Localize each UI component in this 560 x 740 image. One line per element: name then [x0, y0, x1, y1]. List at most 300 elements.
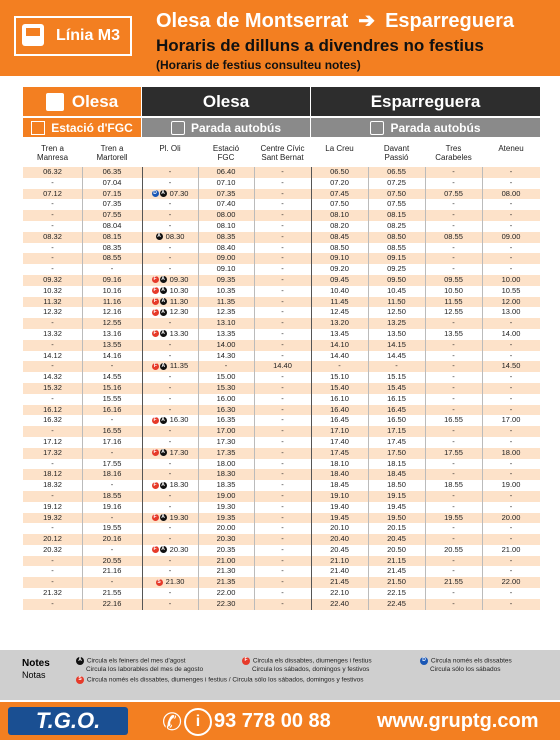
- cell-time: 16.16: [102, 404, 122, 414]
- cell-time: -: [51, 264, 54, 274]
- note-a-text: Circula els feiners del mes d'agost: [86, 657, 186, 665]
- cell-time: -: [281, 296, 284, 306]
- cell-time: 09.35: [216, 274, 236, 284]
- cell-time: -: [110, 480, 114, 490]
- table-cell: [368, 307, 425, 318]
- cell-time: -: [168, 220, 172, 230]
- badge-a-icon: A: [76, 657, 84, 665]
- cell-time: -: [168, 588, 172, 598]
- cell-time: -: [168, 372, 172, 382]
- table-row: [23, 167, 540, 178]
- table-cell: [142, 588, 198, 599]
- cell-time: -: [452, 350, 455, 360]
- table-cell: [311, 199, 368, 210]
- cell-time: -: [281, 469, 284, 479]
- cell-time: -: [281, 426, 284, 436]
- table-cell: [23, 243, 82, 254]
- table-row: [23, 523, 540, 534]
- table-cell: [368, 318, 425, 329]
- cell-time: 16.55: [444, 415, 463, 425]
- cell-time: -: [51, 458, 54, 468]
- table-cell: [254, 599, 311, 610]
- table-cell: [23, 286, 82, 297]
- cell-time: 10.30: [167, 285, 189, 295]
- table-cell: [254, 448, 311, 459]
- table-cell: [254, 232, 311, 243]
- table-row: [23, 459, 540, 470]
- table-cell: [254, 361, 311, 372]
- table-cell: [311, 232, 368, 243]
- cell-time: 07.45: [330, 188, 349, 198]
- table-cell: [254, 253, 311, 264]
- table-cell: [254, 513, 311, 524]
- cell-time: 12.30: [167, 307, 189, 317]
- cell-time: -: [509, 242, 513, 252]
- cell-time: -: [110, 415, 114, 425]
- cell-time: -: [281, 264, 284, 274]
- table-cell: [142, 394, 198, 405]
- table-cell: [198, 210, 254, 221]
- cell-time: 22.10: [330, 588, 349, 598]
- table-cell: [368, 480, 425, 491]
- cell-time: 13.55: [444, 328, 463, 338]
- table-cell: [482, 297, 540, 308]
- table-cell: [368, 426, 425, 437]
- table-row: [23, 394, 540, 405]
- table-cell: [23, 167, 82, 178]
- cell-time: 11.35: [216, 296, 236, 306]
- cell-time: 21.30: [163, 577, 185, 587]
- cell-time: -: [224, 361, 228, 371]
- table-cell: [482, 232, 540, 243]
- table-cell: [425, 264, 482, 275]
- badge-a-icon: A: [157, 233, 161, 240]
- table-cell: [142, 221, 198, 232]
- table-cell: [482, 599, 540, 610]
- badge-f-icon: F: [153, 276, 157, 283]
- cell-time: 21.00: [216, 555, 236, 565]
- cell-time: 19.55: [102, 523, 122, 533]
- cell-time: 08.25: [387, 220, 406, 230]
- cell-time: -: [51, 199, 54, 209]
- table-cell: [368, 534, 425, 545]
- table-cell: [198, 383, 254, 394]
- table-cell: [425, 167, 482, 178]
- table-cell: [82, 415, 142, 426]
- table-cell: [368, 361, 425, 372]
- note-a-text-es: Circula los laborables del mes de agosto: [86, 665, 204, 673]
- table-cell: [254, 189, 311, 200]
- table-row: [23, 243, 540, 254]
- cell-time: -: [452, 264, 455, 274]
- cell-time: -: [509, 523, 513, 533]
- cell-time: -: [51, 555, 54, 565]
- cell-time: 08.15: [387, 210, 406, 220]
- table-cell: [142, 199, 198, 210]
- table-cell: [198, 545, 254, 556]
- table-cell: [311, 340, 368, 351]
- column-separator: [142, 167, 143, 610]
- badge-s-icon: S: [157, 578, 161, 585]
- table-cell: [368, 577, 425, 588]
- table-cell: [482, 545, 540, 556]
- route-destination: Esparreguera: [385, 10, 515, 32]
- table-cell: [82, 275, 142, 286]
- table-cell: [425, 318, 482, 329]
- cell-time: -: [509, 588, 513, 598]
- cell-time: 20.45: [387, 534, 406, 544]
- table-cell: [311, 491, 368, 502]
- bus-icon: [22, 24, 44, 46]
- cell-time: 10.32: [43, 285, 62, 295]
- table-cell: [482, 253, 540, 264]
- cell-time: -: [51, 253, 54, 263]
- table-cell: [254, 502, 311, 513]
- badge-a-icon: A: [161, 449, 165, 456]
- table-cell: [142, 534, 198, 545]
- cell-time: 21.32: [43, 588, 62, 598]
- cell-time: 17.30: [167, 447, 189, 457]
- cell-time: -: [110, 512, 114, 522]
- fgc-station-text: Estació d'FGC: [51, 120, 133, 135]
- cell-time: 09.10: [216, 264, 236, 274]
- table-cell: [198, 275, 254, 286]
- table-cell: [254, 491, 311, 502]
- cell-time: 20.16: [102, 534, 122, 544]
- cell-time: 21.45: [387, 566, 406, 576]
- cell-time: 18.55: [102, 490, 122, 500]
- cell-time: -: [168, 264, 172, 274]
- table-cell: [311, 189, 368, 200]
- table-cell: [311, 383, 368, 394]
- table-cell: [82, 426, 142, 437]
- table-cell: [254, 469, 311, 480]
- cell-time: 14.40: [330, 350, 349, 360]
- table-cell: [142, 599, 198, 610]
- cell-time: 19.32: [43, 512, 62, 522]
- table-cell: [23, 221, 82, 232]
- cell-time: 19.30: [167, 512, 189, 522]
- cell-time: 09.50: [387, 274, 406, 284]
- cell-time: 09.15: [387, 253, 406, 263]
- table-cell: [311, 307, 368, 318]
- cell-time: -: [281, 199, 284, 209]
- table-cell: [23, 372, 82, 383]
- table-cell: [425, 513, 482, 524]
- cell-time: -: [452, 426, 455, 436]
- cell-time: -: [509, 404, 513, 414]
- cell-time: 07.35: [102, 199, 122, 209]
- cell-time: 20.00: [216, 523, 236, 533]
- table-row: [23, 469, 540, 480]
- table-cell: [82, 318, 142, 329]
- cell-time: 22.30: [216, 598, 236, 608]
- badge-a-icon: A: [161, 416, 165, 423]
- table-cell: [425, 178, 482, 189]
- table-cell: [198, 415, 254, 426]
- table-cell: [142, 372, 198, 383]
- cell-time: -: [338, 361, 341, 371]
- cell-time: 18.55: [444, 480, 463, 490]
- table-cell: [23, 394, 82, 405]
- cell-time: -: [281, 167, 284, 176]
- table-row: [23, 566, 540, 577]
- cell-time: -: [281, 447, 284, 457]
- cell-time: 20.12: [43, 534, 62, 544]
- cell-time: 21.55: [444, 577, 463, 587]
- cell-time: 17.55: [444, 447, 463, 457]
- table-cell: [482, 329, 540, 340]
- table-cell: [142, 232, 198, 243]
- cell-time: 08.30: [163, 231, 185, 241]
- cell-time: 17.00: [216, 426, 236, 436]
- table-cell: [425, 351, 482, 362]
- column-header: Ateneu: [498, 144, 524, 153]
- cell-time: -: [281, 177, 284, 187]
- cell-time: -: [51, 361, 54, 371]
- table-cell: [482, 556, 540, 567]
- cell-time: -: [281, 598, 284, 608]
- cell-time: 08.35: [102, 242, 122, 252]
- badge-f-icon: F: [242, 657, 250, 665]
- table-cell: [82, 523, 142, 534]
- table-cell: [311, 599, 368, 610]
- table-cell: [142, 243, 198, 254]
- table-cell: [482, 243, 540, 254]
- cell-time: 18.45: [330, 480, 349, 490]
- table-cell: [311, 480, 368, 491]
- table-cell: [368, 469, 425, 480]
- column-separator: [254, 167, 255, 610]
- table-cell: [311, 372, 368, 383]
- table-cell: [142, 545, 198, 556]
- table-cell: [82, 253, 142, 264]
- cell-time: -: [452, 523, 455, 533]
- table-row: [23, 221, 540, 232]
- table-row: [23, 329, 540, 340]
- table-cell: [482, 491, 540, 502]
- fgc-logo-icon: [46, 93, 64, 111]
- cell-time: 09.10: [330, 253, 349, 263]
- table-cell: [142, 361, 198, 372]
- table-cell: [482, 480, 540, 491]
- table-cell: [254, 534, 311, 545]
- table-cell: [82, 307, 142, 318]
- cell-time: 08.00: [216, 210, 236, 220]
- cell-time: -: [51, 426, 54, 436]
- cell-time: -: [452, 555, 455, 565]
- cell-time: 21.00: [501, 544, 521, 554]
- cell-time: 06.32: [43, 167, 62, 176]
- cell-time: -: [281, 555, 284, 565]
- cell-time: -: [452, 534, 455, 544]
- table-cell: [82, 329, 142, 340]
- cell-time: -: [452, 490, 455, 500]
- table-cell: [254, 577, 311, 588]
- table-cell: [368, 599, 425, 610]
- cell-time: 21.10: [330, 555, 349, 565]
- train-icon: [31, 121, 45, 135]
- table-cell: [23, 297, 82, 308]
- cell-time: 18.16: [102, 469, 122, 479]
- bus-stop-icon: [171, 121, 185, 135]
- table-row: [23, 318, 540, 329]
- cell-time: 08.35: [216, 231, 236, 241]
- table-cell: [23, 588, 82, 599]
- table-cell: [425, 394, 482, 405]
- table-cell: [311, 513, 368, 524]
- cell-time: 20.30: [216, 534, 236, 544]
- column-separator: [368, 167, 369, 610]
- cell-time: 13.32: [43, 328, 62, 338]
- cell-time: -: [452, 501, 455, 511]
- table-cell: [82, 469, 142, 480]
- cell-time: -: [509, 469, 513, 479]
- cell-time: 15.32: [43, 382, 62, 392]
- cell-time: 07.15: [102, 188, 122, 198]
- table-cell: [311, 566, 368, 577]
- table-cell: [142, 556, 198, 567]
- table-cell: [142, 210, 198, 221]
- cell-time: 19.00: [501, 480, 521, 490]
- cell-time: 12.45: [330, 307, 349, 317]
- table-cell: [142, 459, 198, 470]
- table-cell: [82, 243, 142, 254]
- table-row: [23, 199, 540, 210]
- table-cell: [368, 340, 425, 351]
- column-header: Tren a Martorell: [96, 144, 128, 162]
- table-cell: [23, 437, 82, 448]
- cell-time: 17.45: [330, 447, 349, 457]
- table-cell: [23, 318, 82, 329]
- table-cell: [142, 297, 198, 308]
- cell-time: -: [452, 220, 455, 230]
- cell-time: -: [509, 372, 513, 382]
- badge-f-icon: F: [153, 308, 157, 315]
- cell-time: 15.16: [102, 382, 122, 392]
- cell-time: -: [452, 167, 455, 176]
- phone-number[interactable]: 93 778 00 88: [214, 710, 331, 732]
- route-origin: Olesa de Montserrat: [156, 10, 349, 32]
- website-link[interactable]: www.gruptg.com: [377, 710, 539, 732]
- table-cell: [198, 167, 254, 178]
- table-cell: [482, 426, 540, 437]
- cell-time: -: [509, 253, 513, 263]
- table-cell: [482, 199, 540, 210]
- cell-time: -: [281, 220, 284, 230]
- cell-time: -: [509, 490, 513, 500]
- cell-time: 18.50: [387, 480, 406, 490]
- table-cell: [311, 459, 368, 470]
- table-row: [23, 264, 540, 275]
- cell-time: 22.45: [387, 598, 406, 608]
- table-cell: [198, 437, 254, 448]
- cell-time: 06.40: [216, 167, 236, 176]
- cell-time: 15.10: [330, 372, 349, 382]
- column-separator: [482, 167, 483, 610]
- column-separator: [311, 167, 312, 610]
- table-cell: [82, 383, 142, 394]
- cell-time: 11.30: [167, 296, 189, 306]
- cell-time: 14.30: [216, 350, 236, 360]
- table-cell: [425, 286, 482, 297]
- cell-time: 12.50: [387, 307, 406, 317]
- cell-time: 11.32: [43, 296, 62, 306]
- cell-time: 21.35: [216, 577, 236, 587]
- column-header: La Creu: [325, 144, 354, 153]
- table-cell: [254, 372, 311, 383]
- cell-time: 17.55: [102, 458, 122, 468]
- cell-time: -: [281, 328, 284, 338]
- cell-time: 13.50: [387, 328, 406, 338]
- column-header: Pl. Oli: [159, 144, 181, 153]
- cell-time: 08.10: [216, 220, 236, 230]
- table-cell: [311, 178, 368, 189]
- cell-time: -: [281, 415, 284, 425]
- cell-time: 20.15: [387, 523, 406, 533]
- cell-time: 07.04: [102, 177, 122, 187]
- table-cell: [198, 426, 254, 437]
- badge-f-icon: F: [153, 514, 157, 521]
- table-cell: [254, 329, 311, 340]
- cell-time: -: [168, 242, 172, 252]
- cell-time: 17.15: [387, 426, 406, 436]
- table-row: [23, 480, 540, 491]
- table-cell: [23, 448, 82, 459]
- cell-time: 15.30: [216, 382, 236, 392]
- table-cell: [368, 199, 425, 210]
- info-icon: i: [184, 708, 212, 736]
- cell-time: 21.45: [330, 577, 349, 587]
- cell-time: 17.50: [387, 447, 406, 457]
- cell-time: -: [452, 253, 455, 263]
- table-cell: [142, 577, 198, 588]
- table-cell: [254, 178, 311, 189]
- table-cell: [82, 502, 142, 513]
- table-cell: [482, 340, 540, 351]
- table-cell: [368, 243, 425, 254]
- cell-time: 10.55: [501, 285, 521, 295]
- table-cell: [142, 318, 198, 329]
- timetable-grid: [23, 167, 540, 610]
- cell-time: -: [509, 555, 513, 565]
- table-cell: [23, 566, 82, 577]
- cell-time: 17.12: [43, 436, 62, 446]
- column-header: Tres Carabeles: [435, 144, 472, 162]
- badge-a-icon: A: [161, 308, 165, 315]
- cell-time: 09.30: [167, 274, 189, 284]
- cell-time: 11.16: [102, 296, 122, 306]
- table-row: [23, 286, 540, 297]
- table-cell: [142, 189, 198, 200]
- cell-time: 10.50: [444, 285, 463, 295]
- table-row: [23, 232, 540, 243]
- badge-a-icon: A: [161, 362, 166, 369]
- table-row: [23, 253, 540, 264]
- cell-time: -: [168, 350, 172, 360]
- table-cell: [82, 232, 142, 243]
- table-cell: [425, 426, 482, 437]
- table-cell: [198, 361, 254, 372]
- table-cell: [311, 264, 368, 275]
- cell-time: -: [168, 566, 172, 576]
- table-cell: [142, 566, 198, 577]
- table-cell: [198, 523, 254, 534]
- cell-time: 18.00: [216, 458, 236, 468]
- table-row: [23, 383, 540, 394]
- table-cell: [82, 372, 142, 383]
- table-cell: [482, 448, 540, 459]
